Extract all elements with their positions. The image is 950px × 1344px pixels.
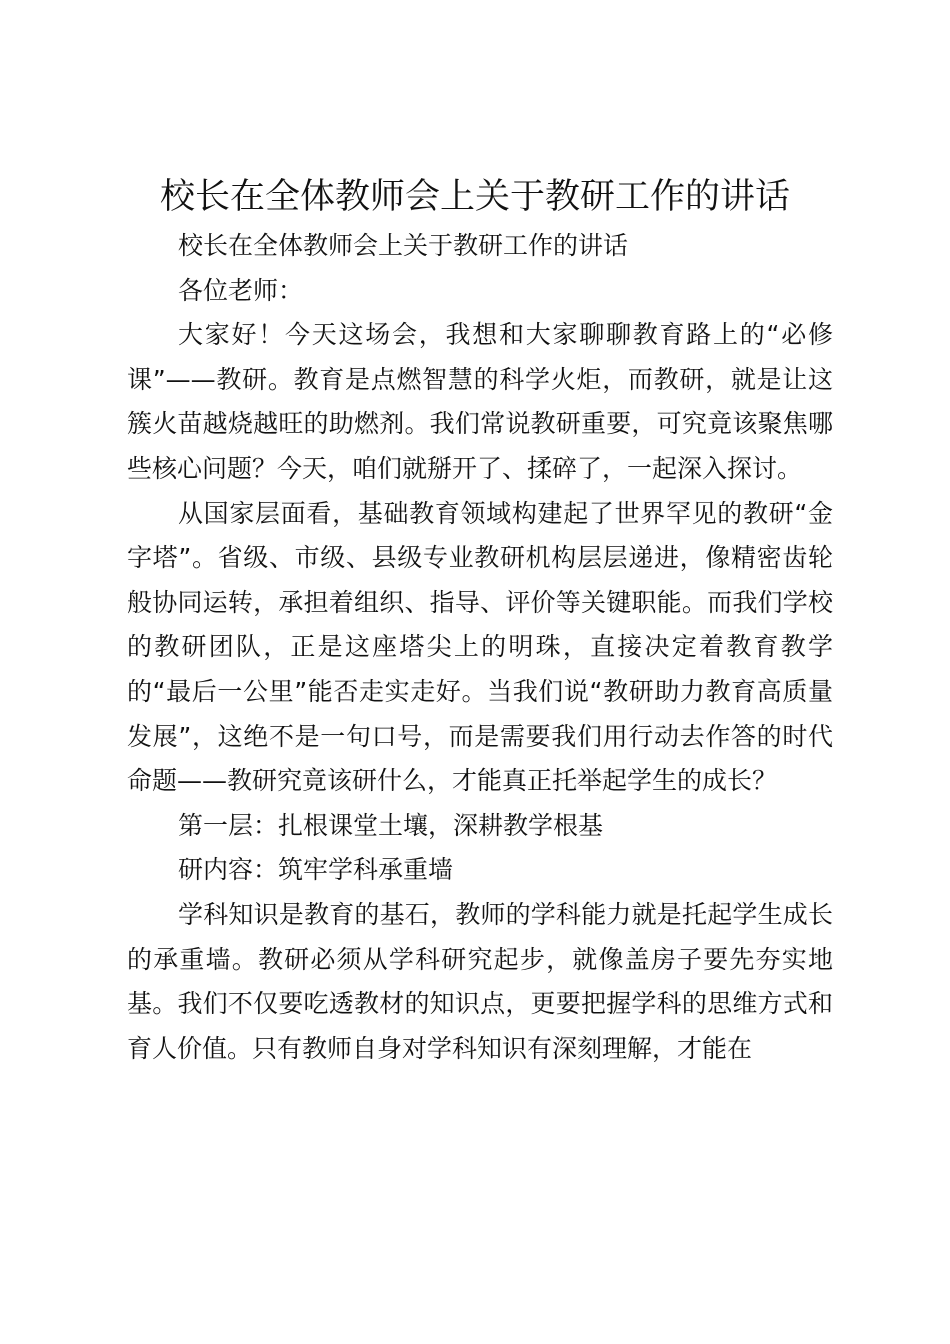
subtitle-paragraph: 校长在全体教师会上关于教研工作的讲话 <box>178 231 629 260</box>
salutation-paragraph: 各位老师： <box>178 275 304 305</box>
document-title: 校长在全体教师会上关于教研工作的讲话 <box>159 177 790 217</box>
intro-paragraph: 大家好！今天这场会，我想和大家聊聊教育路上的“必修课”——教研。教育是点燃智慧的科学火炬，而教研，就是让这簇火苗越烧越旺的助燃剂。我们常说教研重要，可究竟该聚焦哪些核心问题？今天，咱们就掰开了、揉碎了，一起深入探讨。 <box>127 320 833 483</box>
subject-knowledge-paragraph: 学科知识是教育的基石，教师的学科能力就是托起学生成长的承重墙。教研必须从学科研究起步，就像盖房子要先夯实地基。我们不仅要吃透教材的知识点，更要把握学科的思维方式和育人价值。只有教师自身对学科知识有深刻理解，才能在 <box>127 899 833 1063</box>
section-subheading-content: 研内容：筑牢学科承重墙 <box>178 855 454 885</box>
document-body <box>127 224 833 1071</box>
section-heading-first-layer: 第一层：扎根课堂土壤，深耕教学根基 <box>178 810 604 840</box>
national-level-paragraph: 从国家层面看，基础教育领域构建起了世界罕见的教研“金字塔”。省级、市级、县级专业教研机构层层递进，像精密齿轮般协同运转，承担着组织、指导、评价等关键职能。而我们学校的教研团队，正是这座塔尖上的明珠，直接决定着教育教学的“最后一公里”能否走实走好。当我们说“教研助力教育高质量发展”，这绝不是一句口号，而是需要我们用行动去作答的时代命题——教研究竟该研什么，才能真正托举起学生的成长？ <box>127 498 833 796</box>
